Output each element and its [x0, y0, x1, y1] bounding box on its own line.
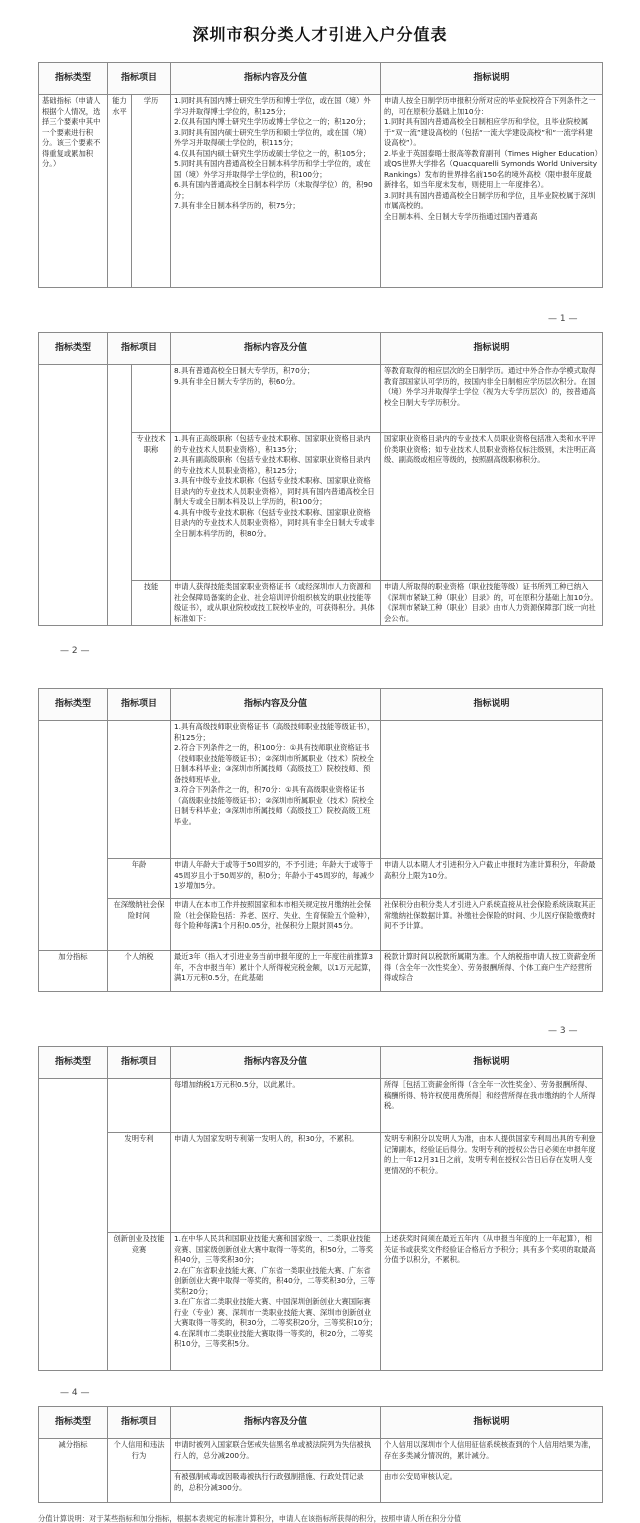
content-line: 7.具有非全日制本科学历的，积75分； [174, 201, 300, 210]
header-type: 指标类型 [39, 1047, 108, 1079]
skill-content-cont [171, 721, 381, 859]
content-line: 3.同时具有国内硕士研究生学历和硕士学位的，或在国（境）外学习并取得硕士学位的，积115分； [174, 127, 371, 147]
content-line: 1.同时具有国内博士研究生学历和博士学位，或在国（境）外学习并取得博士学位的，积125分； [174, 96, 371, 116]
type-cell-empty [39, 365, 108, 626]
content-line: 3.符合下列条件之一的，积70分：①具有高级职业资格证书（高级职业技能等级证书）；②深圳市所属职业（技术）院校全日制专科毕业；③深圳市所属技师（高级技工）院校高级工班毕业。 [174, 785, 374, 826]
score-table-page-2 [38, 332, 603, 626]
social-insurance-content: 申请人在本市工作并按照国家和本市相关规定按月缴纳社会保险（社会保险包括：养老、医疗、失业、生育保险五个险种），每个险种每满1个月积0.05分，社保积分上限封顶45分。 [171, 899, 381, 951]
score-table-page-4 [38, 1046, 603, 1371]
tax-content-cont: 每增加纳税1万元积0.5分，以此累计。 [171, 1079, 381, 1133]
skill-item-cont [108, 721, 171, 859]
content-line: 2.仅具有国内博士研究生学历或博士学位之一的；积120分； [174, 117, 371, 126]
header-type: 指标类型 [39, 1407, 108, 1439]
education-content-cont [171, 365, 381, 433]
education-note [381, 95, 603, 288]
content-line: 1.具有正高级职称（包括专业技术职称、国家职业资格目录内的专业技术人员职业资格），积135分； [174, 434, 371, 454]
note-line: 2.毕业于英国泰晤士报高等教育副刊（Times Higher Education）或QS世界大学排名（Quacquarelli Symonds World University Rankings）发布的世界排名前150名的境外高校（限申报年度最新排名，如当年度未发布，则使用上一年度排名）。 [384, 148, 599, 189]
header-type: 指标类型 [39, 333, 108, 365]
header-note: 指标说明 [381, 63, 603, 95]
competition-note: 上述获奖时间须在最近五年内（从申报当年度的上一年起算），相关证书或获奖文件经验证合格后方予积分；具有多个奖项的取最高分值予以积分，不累积。 [381, 1233, 603, 1371]
content-line: 4.仅具有国内硕士研究生学历或硕士学位之一的，积105分； [174, 148, 371, 158]
type-cell-empty [39, 1079, 108, 1371]
professional-title-content [171, 433, 381, 581]
header-content: 指标内容及分值 [171, 689, 381, 721]
header-note: 指标说明 [381, 1047, 603, 1079]
header-note: 指标说明 [381, 689, 603, 721]
score-table-page-1 [38, 62, 603, 288]
professional-title-item: 专业技术职称 [132, 433, 171, 581]
skill-content: 申请人获得技能类国家职业资格证书（或经深圳市人力资源和社会保障局备案的企业、社会培训评价组织核发的职业技能等级证书），或从职业院校或技工院校毕业的，可获得积分。具体标准如下： [171, 581, 381, 626]
personal-tax-note: 税款计算时间以税款所属期为准。个人纳税指申请人按工资薪金所得（含全年一次性奖金）、劳务报酬所得、个体工商户生产经营所得或综合 [381, 951, 603, 992]
skill-note: 申请人所取得的职业资格（职业技能等级）证书所列工种已纳入《深圳市紧缺工种（职业）目录》的，可在原积分基础上加10分。《深圳市紧缺工种（职业）目录》由市人力资源保障部门统一向社会公布。 [381, 581, 603, 626]
header-type: 指标类型 [39, 63, 108, 95]
item-cell-empty [108, 365, 132, 626]
score-table-page-3 [38, 688, 603, 992]
content-line: 3.具有中级专业技术职称（包括专业技术职称、国家职业资格目录内的专业技术人员职业资格），同时具有国内普通高校全日制大专或全日制本科及以上学历的，积100分； [174, 476, 375, 506]
note-line: 全日制本科、全日制大专学历指通过国内普通高 [384, 211, 538, 221]
drug-content: 有被强制戒毒或因吸毒被执行行政强制措施、行政处罚记录的，总积分减300分。 [171, 1471, 381, 1503]
deduction-indicator-type: 减分指标 [39, 1439, 108, 1503]
content-line: 2.在广东省职业技能大赛、广东省一类职业技能大赛、广东省创新创业大赛中取得一等奖的，积40分，二等奖积30分，三等奖积20分； [174, 1265, 375, 1296]
credit-note: 个人信用以深圳市个人信用征信系统核查到的个人信用结果为准，存在多类减分情况的，累计减分。 [381, 1439, 603, 1471]
header-content: 指标内容及分值 [171, 333, 381, 365]
page-number: — 3 — [548, 1026, 578, 1036]
tax-item-cont [108, 1079, 171, 1133]
skill-item: 技能 [132, 581, 171, 626]
social-insurance-item: 在深缴纳社会保险时间 [108, 899, 171, 951]
header-content: 指标内容及分值 [171, 63, 381, 95]
header-item: 指标项目 [108, 1047, 171, 1079]
ability-level-item: 能力水平 [108, 95, 132, 288]
personal-tax-item: 个人纳税 [108, 951, 171, 992]
note-line: 申请人按全日制学历申报积分所对应的毕业院校符合下列条件之一的，可在原积分基础上加10分： [384, 96, 596, 116]
header-content: 指标内容及分值 [171, 1407, 381, 1439]
education-note-cont: 等教育取得的相应层次的全日制学历。通过中外合作办学模式取得教育部国家认可学历的，按国内非全日制相应学历层次积分。在国（境）外学习并取得学士学位（视为大专学历层次）的，按普通高校全日制大专学历积分。 [381, 365, 603, 433]
invention-patent-note: 发明专利积分以发明人为准，由本人提供国家专利局出具的专利登记簿副本，经验证后得分。发明专利的授权公告日必须在申报年度的上一年12月31日之前，发明专利在授权公告日后存在发明人变更情况的不积分。 [381, 1133, 603, 1233]
credit-content: 申请时被列入国家联合惩戒失信黑名单或被法院列为失信被执行人的，总分减200分。 [171, 1439, 381, 1471]
professional-title-note: 国家职业资格目录内的专业技术人员职业资格包括准入类和水平评价类职业资格；如专业技术人员职业资格仅标注级别，未注明正高级、副高级或相应等级的，按照副高级职称积分。 [381, 433, 603, 581]
bonus-indicator-type: 加分指标 [39, 951, 108, 992]
education-item: 学历 [132, 95, 171, 288]
drug-note: 由市公安局审核认定。 [381, 1471, 603, 1503]
header-item: 指标项目 [108, 333, 171, 365]
header-item: 指标项目 [108, 63, 171, 95]
education-content [171, 95, 381, 288]
header-item: 指标项目 [108, 689, 171, 721]
page-number: — 4 — [60, 1388, 90, 1398]
personal-tax-content: 最近3年（指入才引进业务当前申报年度的上一年度往前推算3年，不含申报当年）累计个人所得税完税金额，以1万元起算，满1万元积0.5分，在此基础 [171, 951, 381, 992]
social-insurance-note: 社保积分由积分类人才引进入户系统直接从社会保险系统读取其正常缴纳社保数据计算。补缴社会保险的时间、少儿医疗保险缴费时间不予计算。 [381, 899, 603, 951]
content-line: 5.同时具有国内普通高校全日制本科学历和学士学位的，或在国（境）外学习并取得学士学位的，积100分； [174, 159, 371, 179]
score-table-page-5 [38, 1406, 603, 1503]
note-line: 1.同时具有国内普通高校全日制相应学历和学位，且毕业院校属于“双一流”建设高校的（包括“一流大学建设高校”和“一流学科建设高校”）。 [384, 117, 593, 147]
footer-note: 分值计算说明：对于某些指标和加分指标，根据本表规定的标准计算积分，申请人在该指标所获得的积分，按照申请人所在积分分值 [38, 1514, 462, 1523]
age-note: 申请人以本期人才引进积分入户截止申报时为准计算积分，年龄最高积分上限为10分。 [381, 859, 603, 899]
type-cell-empty [39, 721, 108, 951]
age-content: 申请人年龄大于或等于50周岁的，不予引进；年龄大于或等于45周岁且小于50周岁的，积0分；年龄小于45周岁的，每减少1岁增加5分。 [171, 859, 381, 899]
credit-violation-item: 个人信用和违法行为 [108, 1439, 171, 1503]
content-line: 4.在深圳市二类职业技能大赛取得一等奖的，积20分，二等奖积10分，三等奖积5分。 [174, 1328, 373, 1348]
content-line: 2.具有副高级职称（包括专业技术职称、国家职业资格目录内的专业技术人员职业资格），积125分； [174, 455, 371, 475]
content-line: 9.具有非全日制大专学历的，积60分。 [174, 376, 300, 386]
page-number: — 1 — [548, 314, 578, 324]
content-line: 4.具有中级专业技术职称（包括专业技术职称、国家职业资格目录内的专业技术人员职业资格），同时具有非全日制大专或非全日制本科学历的，积80分。 [174, 507, 375, 538]
competition-item: 创新创业及技能竞赛 [108, 1233, 171, 1371]
page-number: — 2 — [60, 646, 90, 656]
age-item: 年龄 [108, 859, 171, 899]
header-note: 指标说明 [381, 333, 603, 365]
content-line: 6.具有国内普通高校全日制本科学历（未取得学位）的，积90分； [174, 180, 373, 200]
content-line: 8.具有普通高校全日制大专学历，积70分； [174, 366, 315, 375]
invention-patent-content: 申请人为国家发明专利第一发明人的，积30分，不累积。 [171, 1133, 381, 1233]
competition-content [171, 1233, 381, 1371]
header-note: 指标说明 [381, 1407, 603, 1439]
content-line: 3.在广东省二类职业技能大赛、中国深圳创新创业大赛国际赛行业（专业）赛、深圳市一类职业技能大赛、深圳市创新创业大赛取得一等奖的，积30分，二等奖积20分，三等奖积10分； [174, 1297, 377, 1327]
header-content: 指标内容及分值 [171, 1047, 381, 1079]
tax-note-cont: 所得［包括工资薪金所得（含全年一次性奖金）、劳务报酬所得、稿酬所得、特许权使用费所得］和经营所得在我市缴纳的个人所得税。 [381, 1079, 603, 1133]
invention-patent-item: 发明专利 [108, 1133, 171, 1233]
header-item: 指标项目 [108, 1407, 171, 1439]
page-title: 深圳市积分类人才引进入户分值表 [192, 25, 448, 44]
skill-note-cont [381, 721, 603, 859]
header-type: 指标类型 [39, 689, 108, 721]
content-line: 1.具有高级技师职业资格证书（高级技师职业技能等级证书），积125分； [174, 722, 375, 742]
basic-indicator-type: 基础指标（申请人根据个人情况，选择三个要素中其中一个要素进行积分。该三个要素不得重复或累加积分。） [39, 95, 108, 288]
note-line: 3.同时具有国内普通高校全日制学历和学位，且毕业院校属于深圳市属高校的。 [384, 190, 596, 210]
content-line: 2.符合下列条件之一的，积100分：①具有技师职业资格证书（技师职业技能等级证书）；②深圳市所属职业（技术）院校全日制本科毕业；③深圳市所属技师（高级技工）院校技师、预备技师班毕业。 [174, 743, 374, 784]
education-item-cont [132, 365, 171, 433]
content-line: 1.在中华人民共和国职业技能大赛和国家级一、二类职业技能竞赛、国家级创新创业大赛中取得一等奖的，积50分，二等奖积40分，三等奖积30分； [174, 1234, 374, 1264]
